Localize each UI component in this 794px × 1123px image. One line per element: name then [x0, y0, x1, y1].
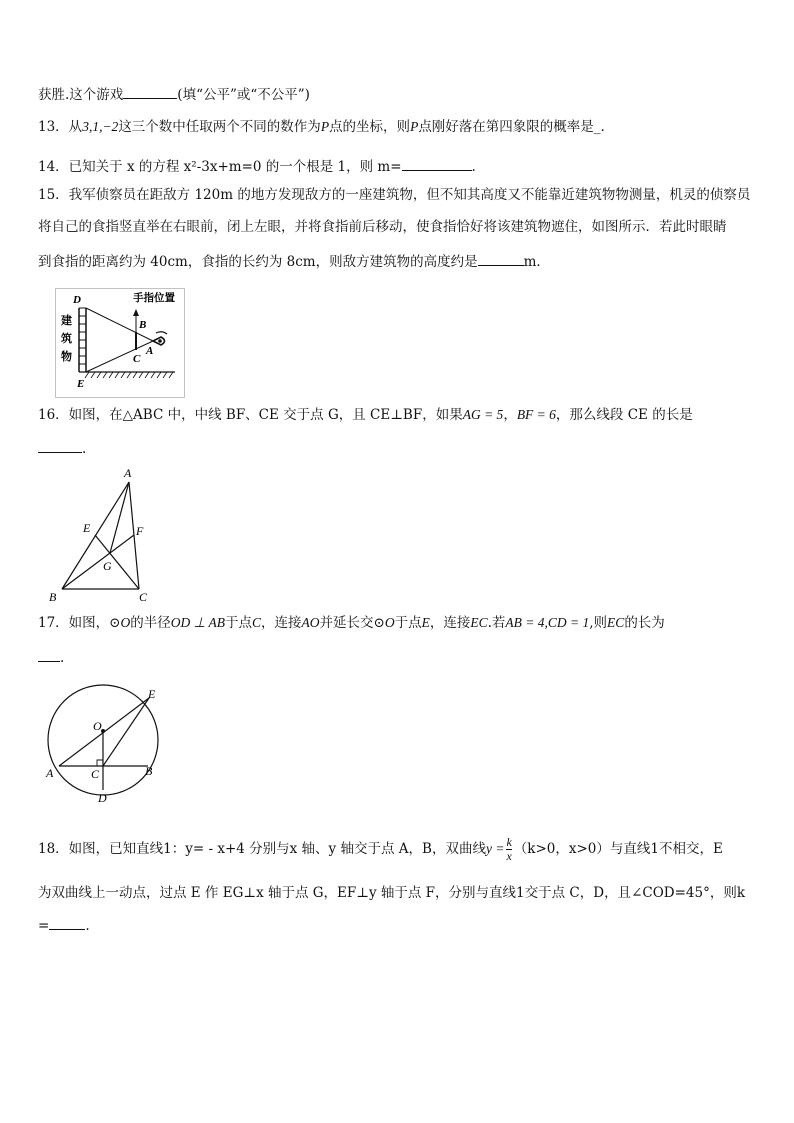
text: 的半径	[130, 615, 171, 631]
text: 并延长交⊙	[319, 615, 385, 631]
answer-blank	[402, 156, 472, 171]
math: 3,1,−2	[82, 119, 119, 134]
text: 获胜.这个游戏	[38, 87, 124, 103]
label-E: E	[77, 378, 85, 390]
answer-blank	[49, 915, 85, 930]
text: ，连接	[429, 615, 471, 631]
question-16-blank-line	[38, 438, 86, 458]
question-18-line-3	[38, 915, 90, 935]
label-F: F	[136, 524, 144, 538]
text: 18．如图，已知直线1：y= - x+4 分别与x 轴、y 轴交于点 A，B，双曲线	[38, 841, 486, 857]
label-C: C	[133, 353, 141, 365]
label-A: A	[146, 345, 154, 357]
question-17-blank-line	[38, 647, 64, 667]
text: 这三个数中任取两个不同的数作为	[118, 119, 321, 135]
answer-blank	[38, 647, 60, 662]
text: 的长为	[624, 615, 665, 631]
label-A: A	[46, 766, 54, 780]
text: 17．如图，⊙	[38, 615, 121, 631]
label-E: E	[148, 687, 156, 701]
figure-17	[38, 680, 170, 804]
question-15-line-1	[38, 186, 750, 204]
text: 到食指的距离约为 40cm，食指的长约为 8cm，则敌方建筑物的高度约是	[38, 254, 478, 270]
math: y =	[485, 841, 505, 856]
math: O	[120, 615, 131, 630]
figure-15	[55, 288, 185, 398]
text: 15．我军侦察员在距敌方 120m 的地方发现敌方的一座建筑物，但不知其高度又不能靠近建筑物物测量，机灵的侦察员	[38, 187, 751, 203]
line-game-fairness	[38, 84, 310, 104]
text: ，连接	[261, 615, 302, 631]
arrow-up-icon	[133, 309, 139, 316]
text: 为双曲线上一动点，过点 E 作 EG⊥x 轴于点 G，EF⊥y 轴于点 F，分别与直线1交于点 C，D，且∠COD=45°，则k	[38, 885, 746, 901]
label-building-3: 物	[61, 351, 72, 363]
question-15-line-2	[38, 218, 727, 236]
question-13	[38, 118, 605, 136]
question-15-line-3	[38, 251, 550, 271]
label-G: G	[103, 559, 112, 573]
math: AB = 4,CD = 1	[505, 615, 590, 630]
segment-EC	[103, 698, 149, 766]
label-B: B	[139, 319, 147, 331]
label-O: O	[93, 719, 102, 733]
building-rungs	[79, 308, 86, 364]
math: AO	[301, 615, 320, 630]
text: 16．如图，在△ABC 中，中线 BF、CE 交于点 G，且 CE⊥BF，如果	[38, 407, 463, 423]
math: AG = 5	[462, 407, 504, 422]
answer-blank	[38, 438, 82, 453]
fraction-k-over-x	[506, 836, 511, 863]
eyebrow	[156, 332, 167, 334]
question-17	[38, 614, 665, 632]
sight-line-bottom	[86, 341, 153, 372]
label-E: E	[83, 521, 91, 535]
text: .若	[487, 615, 506, 631]
math: BF = 6	[516, 407, 556, 422]
right-angle-mark	[97, 760, 103, 766]
ground-hatching	[85, 372, 173, 378]
question-18-line-1	[38, 836, 723, 863]
math: P	[320, 119, 330, 134]
median-BF	[62, 535, 134, 589]
answer-blank	[123, 84, 177, 99]
segment-AG	[110, 482, 129, 553]
median-CE	[95, 535, 139, 589]
math: EC	[470, 615, 488, 630]
eye-pupil	[158, 339, 162, 343]
denominator: x	[506, 849, 512, 863]
label-finger-position: 手指位置	[133, 293, 175, 304]
math: OD ⊥ AB	[170, 615, 226, 630]
math: C	[252, 615, 262, 630]
label-B: B	[145, 764, 153, 778]
label-D: D	[98, 791, 107, 804]
text: .	[82, 441, 87, 457]
label-C: C	[91, 767, 100, 781]
numerator: k	[506, 835, 512, 849]
text: 13．从	[38, 119, 83, 135]
question-16	[38, 406, 693, 424]
text: .	[60, 650, 65, 666]
text: ,则	[589, 615, 608, 631]
text: .	[471, 159, 476, 175]
text: ，那么线段 CE 的长是	[555, 407, 693, 423]
text: (填“公平”或“不公平”)	[177, 87, 310, 103]
question-18-line-2	[38, 884, 745, 902]
label-A: A	[124, 466, 132, 480]
text: 将自己的食指竖直举在右眼前，闭上左眼，并将食指前后移动，使食指恰好将该建筑物遮住，如图所示．若此时眼睛	[38, 219, 727, 235]
text: ，	[503, 407, 517, 423]
label-D: D	[73, 294, 81, 306]
label-C: C	[139, 590, 148, 604]
text: 点的坐标，则	[329, 119, 411, 135]
math: EC	[607, 615, 625, 630]
text: =	[38, 918, 50, 934]
text: .	[85, 918, 90, 934]
text: m．	[523, 254, 550, 270]
label-building-1: 建	[61, 315, 72, 327]
question-14	[38, 156, 476, 176]
text: 于点	[225, 615, 253, 631]
text: 于点	[394, 615, 422, 631]
math: E	[421, 615, 430, 630]
math: P	[410, 119, 419, 134]
figure-16	[40, 462, 170, 607]
answer-blank	[478, 251, 524, 266]
text: 14．已知关于 x 的方程 x²-3x+m=0 的一个根是 1，则 m=	[38, 159, 402, 175]
text: （k>0，x>0）与直线1不相交，E	[513, 841, 723, 857]
label-B: B	[49, 590, 57, 604]
label-building-2: 筑	[61, 333, 72, 345]
text: 点刚好落在第四象限的概率是_.	[418, 119, 605, 135]
math: O	[384, 615, 395, 630]
